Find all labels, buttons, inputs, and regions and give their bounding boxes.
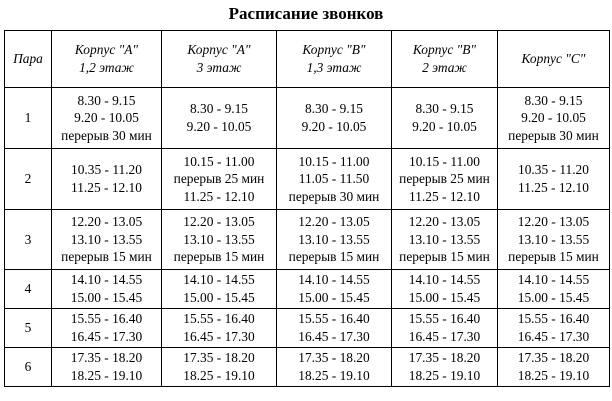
schedule-cell <box>162 348 277 387</box>
schedule-cell <box>498 210 610 270</box>
time-line: 16.45 - 17.30 <box>408 329 481 344</box>
time-line: 12.20 - 13.05 <box>70 214 143 230</box>
time-line: перерыв 25 мин <box>399 171 490 187</box>
time-line: 17.35 - 18.20 <box>183 350 255 366</box>
time-line: перерыв 15 мин <box>288 249 380 265</box>
table-row <box>5 348 610 387</box>
header-row <box>5 31 610 88</box>
time-line: 9.20 - 10.05 <box>74 110 139 126</box>
time-line: 11.25 - 12.10 <box>409 188 480 204</box>
time-line: 8.30 - 9.15 <box>524 92 583 108</box>
schedule-cell <box>277 270 392 309</box>
schedule-cell <box>52 210 162 270</box>
para-number: 4 <box>5 270 52 309</box>
header-floor: 1,2 этаж <box>79 60 134 75</box>
time-line: 15.00 - 15.45 <box>70 290 143 305</box>
table-row <box>5 270 610 309</box>
schedule-cell <box>162 88 277 149</box>
schedule-cell <box>277 309 392 348</box>
header-column <box>392 31 498 88</box>
schedule-cell <box>52 149 162 210</box>
schedule-cell <box>162 270 277 309</box>
time-line: 8.30 - 9.15 <box>77 92 136 108</box>
schedule-cell <box>392 210 498 270</box>
para-number: 5 <box>5 309 52 348</box>
time-line: 11.25 - 12.10 <box>183 188 255 204</box>
table-row <box>5 88 610 149</box>
schedule-cell <box>498 149 610 210</box>
schedule-cell <box>277 88 392 149</box>
time-line: 15.00 - 15.45 <box>183 290 255 305</box>
time-line: 14.10 - 14.55 <box>517 272 590 288</box>
schedule-cell <box>52 270 162 309</box>
schedule-cell <box>498 309 610 348</box>
schedule-cell <box>162 309 277 348</box>
time-line: 10.35 - 11.20 <box>71 162 142 178</box>
schedule-cell <box>498 270 610 309</box>
schedule-cell <box>392 149 498 210</box>
header-floor: 3 этаж <box>196 60 242 75</box>
time-line: 9.20 - 10.05 <box>521 110 586 126</box>
table-row <box>5 149 610 210</box>
time-line: перерыв 30 мин <box>61 127 152 143</box>
schedule-cell <box>392 270 498 309</box>
schedule-cell <box>392 309 498 348</box>
header-column <box>162 31 277 88</box>
time-line: перерыв 30 мин <box>288 188 380 204</box>
time-line: 8.30 - 9.15 <box>415 101 474 117</box>
time-line: 17.35 - 18.20 <box>517 350 590 366</box>
schedule-cell <box>162 210 277 270</box>
time-line: 10.15 - 11.00 <box>183 153 255 169</box>
time-line: 18.25 - 19.10 <box>70 368 143 383</box>
time-line: 16.45 - 17.30 <box>517 329 590 344</box>
time-line: перерыв 15 мин <box>399 249 490 265</box>
header-column <box>277 31 392 88</box>
time-line: 8.30 - 9.15 <box>189 101 249 117</box>
schedule-cell <box>52 88 162 149</box>
time-line: 15.00 - 15.45 <box>408 290 481 305</box>
time-line: перерыв 25 мин <box>173 171 265 187</box>
time-line: 15.55 - 16.40 <box>183 311 255 327</box>
time-line: перерыв 30 мин <box>508 127 599 143</box>
header-para: Пара <box>5 31 52 88</box>
time-line: 15.00 - 15.45 <box>517 290 590 305</box>
time-line: 13.10 - 13.55 <box>408 231 481 247</box>
time-line: 10.15 - 11.00 <box>298 153 370 169</box>
time-line: 15.55 - 16.40 <box>298 311 370 327</box>
time-line: 15.55 - 16.40 <box>70 311 143 327</box>
schedule-cell <box>392 348 498 387</box>
schedule-cell <box>52 348 162 387</box>
schedule-cell <box>392 88 498 149</box>
time-line: 12.20 - 13.05 <box>408 214 481 230</box>
schedule-cell <box>277 210 392 270</box>
time-line: 16.45 - 17.30 <box>183 329 255 344</box>
schedule-cell <box>498 88 610 149</box>
time-line: 13.10 - 13.55 <box>183 231 255 247</box>
schedule-body <box>5 88 610 387</box>
header-column <box>52 31 162 88</box>
time-line: 18.25 - 19.10 <box>183 368 255 383</box>
time-line: 15.55 - 16.40 <box>517 311 590 327</box>
schedule-cell <box>498 348 610 387</box>
time-line: перерыв 15 мин <box>61 249 152 265</box>
header-column <box>498 31 610 88</box>
para-number: 1 <box>5 88 52 149</box>
time-line: 14.10 - 14.55 <box>70 272 143 288</box>
time-line: перерыв 15 мин <box>173 249 265 265</box>
header-building: Корпус "А" <box>187 42 251 58</box>
time-line: 10.35 - 11.20 <box>518 162 589 178</box>
table-row <box>5 309 610 348</box>
time-line: 16.45 - 17.30 <box>70 329 143 344</box>
para-number: 2 <box>5 149 52 210</box>
time-line: 12.20 - 13.05 <box>298 214 370 230</box>
schedule-cell <box>277 348 392 387</box>
schedule-cell <box>52 309 162 348</box>
time-line: 14.10 - 14.55 <box>183 272 255 288</box>
time-line: 17.35 - 18.20 <box>298 350 370 366</box>
header-building: Корпус "В" <box>412 42 477 58</box>
header-building: Корпус "В" <box>302 42 366 58</box>
time-line: 18.25 - 19.10 <box>298 368 370 383</box>
time-line: 10.15 - 11.00 <box>409 153 480 169</box>
time-line: 15.55 - 16.40 <box>408 311 481 327</box>
para-number: 3 <box>5 210 52 270</box>
time-line: 9.20 - 10.05 <box>412 119 477 134</box>
schedule-table <box>4 30 610 387</box>
table-row <box>5 210 610 270</box>
time-line: 14.10 - 14.55 <box>298 272 370 288</box>
time-line: 11.25 - 12.10 <box>71 180 142 195</box>
time-line: 11.05 - 11.50 <box>298 171 370 187</box>
time-line: 9.20 - 10.05 <box>186 119 252 134</box>
time-line: 17.35 - 18.20 <box>70 350 143 366</box>
header-floor: 1,3 этаж <box>306 60 362 75</box>
time-line: 18.25 - 19.10 <box>408 368 481 383</box>
time-line: 12.20 - 13.05 <box>183 214 255 230</box>
time-line: 8.30 - 9.15 <box>304 101 364 117</box>
time-line: перерыв 15 мин <box>508 249 599 265</box>
header-building: Корпус "С" <box>521 51 586 67</box>
time-line: 18.25 - 19.10 <box>517 368 590 383</box>
time-line: 16.45 - 17.30 <box>298 329 370 344</box>
header-floor: 2 этаж <box>422 60 467 75</box>
time-line: 13.10 - 13.55 <box>298 231 370 247</box>
time-line: 15.00 - 15.45 <box>298 290 370 305</box>
time-line: 12.20 - 13.05 <box>517 214 590 230</box>
time-line: 9.20 - 10.05 <box>301 119 367 134</box>
time-line: 13.10 - 13.55 <box>517 231 590 247</box>
time-line: 14.10 - 14.55 <box>408 272 481 288</box>
schedule-cell <box>277 149 392 210</box>
page-title: Расписание звонков <box>228 4 384 23</box>
time-line: 17.35 - 18.20 <box>408 350 481 366</box>
header-building: Корпус "А" <box>74 42 139 58</box>
para-number: 6 <box>5 348 52 387</box>
time-line: 13.10 - 13.55 <box>70 231 143 247</box>
time-line: 11.25 - 12.10 <box>518 180 589 195</box>
schedule-cell <box>162 149 277 210</box>
